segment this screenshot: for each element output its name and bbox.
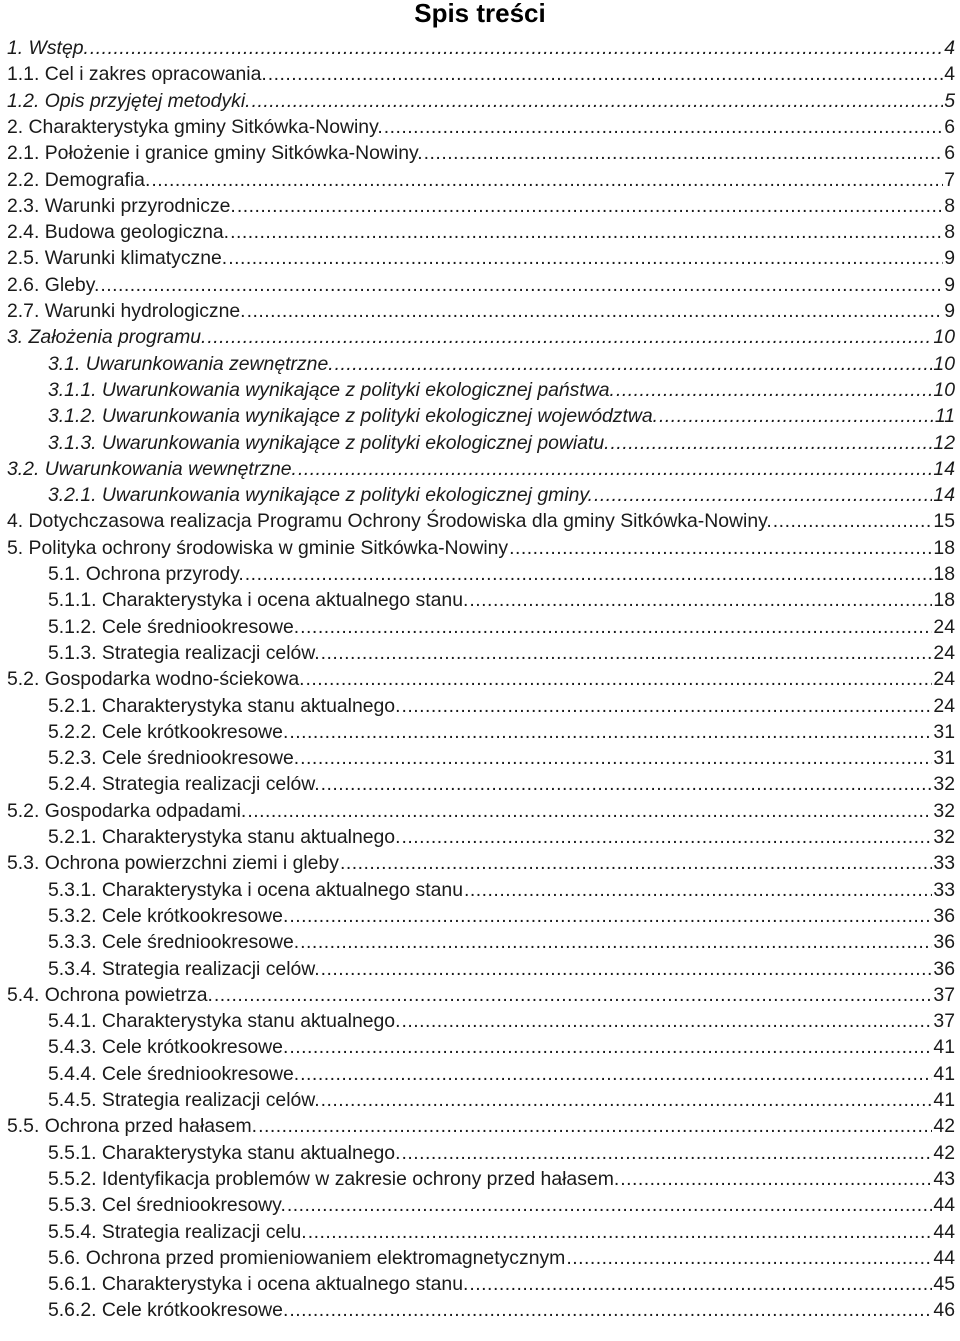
toc-entry[interactable] (7, 298, 955, 324)
toc-entry[interactable] (48, 482, 955, 508)
toc-entry[interactable] (7, 535, 955, 561)
toc-leader-dots (321, 1087, 933, 1113)
toc-leader-dots (469, 587, 932, 613)
toc-entry-page-number: 4 (944, 37, 955, 59)
toc-entry-page-number: 14 (933, 457, 955, 480)
toc-entry-page-number: 9 (944, 247, 955, 270)
toc-leader-dots (289, 903, 932, 929)
toc-entry[interactable] (48, 351, 955, 377)
toc-entry-page-number: 36 (933, 931, 955, 954)
toc-entry[interactable] (48, 929, 955, 955)
toc-leader-dots (659, 403, 934, 429)
toc-entry-title: 5.2. Gospodarka odpadami. (7, 799, 247, 822)
toc-entry-title: 5.4.1. Charakterystyka stanu aktualnego. (48, 1010, 401, 1033)
toc-entry-title: 5.4.3. Cele krótkookresowe. (48, 1036, 289, 1059)
toc-leader-dots (300, 929, 932, 955)
toc-leader-dots (340, 850, 932, 876)
toc-entry-title: 5.1. Ochrona przyrody. (48, 563, 244, 585)
toc-entry[interactable] (7, 140, 955, 166)
toc-entry-page-number: 8 (944, 194, 955, 217)
toc-entry-title: 5.5. Ochrona przed hałasem. (7, 1115, 258, 1138)
toc-entry-page-number: 9 (944, 300, 955, 322)
toc-entry-title: 1.2. Opis przyjętej metodyki. (7, 89, 251, 112)
toc-entry-page-number: 41 (933, 1089, 955, 1111)
toc-entry[interactable] (7, 324, 955, 350)
toc-entry-page-number: 32 (933, 826, 955, 848)
toc-entry-title: 5.2.1. Charakterystyka stanu aktualnego. (48, 694, 401, 717)
toc-leader-dots (230, 219, 943, 245)
toc-entry-title: 5.3.1. Charakterystyka i ocena aktualnego stanu (48, 878, 463, 901)
toc-entry[interactable] (7, 35, 955, 61)
toc-entry[interactable] (48, 1245, 955, 1271)
toc-entry-page-number: 46 (933, 1299, 955, 1322)
toc-entry-page-number: 5 (944, 89, 955, 112)
toc-entry-title: 5.6.2. Cele krótkookresowe. (48, 1299, 289, 1322)
toc-entry-title: 5.3.2. Cele krótkookresowe. (48, 904, 289, 927)
toc-leader-dots (245, 561, 933, 587)
toc-leader-dots (252, 88, 944, 114)
toc-entry-title: 2.1. Położenie i granice gminy Sitkówka-Nowiny. (7, 142, 423, 165)
toc-entry[interactable] (48, 1034, 955, 1060)
toc-leader-dots (298, 456, 932, 482)
toc-entry-page-number: 44 (933, 1246, 955, 1269)
toc-entry-title: 2. Charakterystyka gminy Sitkówka-Nowiny. (7, 115, 383, 138)
toc-leader-dots (566, 1245, 932, 1271)
toc-leader-dots (773, 508, 933, 534)
toc-entry-title: 5.2.2. Cele krótkookresowe. (48, 720, 289, 743)
toc-entry-title: 5. Polityka ochrony środowiska w gminie Sitkówka-Nowiny (7, 536, 509, 559)
toc-entry-page-number: 10 (933, 378, 955, 401)
toc-entry-page-number: 31 (933, 747, 955, 770)
toc-entry-title: 2.5. Warunki klimatyczne. (7, 247, 228, 270)
toc-entry-page-number: 42 (933, 1141, 955, 1164)
toc-entry-page-number: 12 (933, 431, 955, 454)
toc-entry[interactable] (48, 1219, 955, 1245)
toc-leader-dots (300, 614, 932, 640)
toc-leader-dots (237, 193, 943, 219)
toc-entry[interactable] (48, 1008, 955, 1034)
toc-leader-dots (300, 745, 932, 771)
toc-entry[interactable] (7, 61, 955, 87)
toc-entry[interactable] (48, 903, 955, 929)
toc-entry[interactable] (7, 272, 955, 298)
toc-entry-page-number: 32 (933, 799, 955, 822)
toc-entry-title: 5.5.3. Cel średniookresowy. (48, 1194, 286, 1217)
toc-leader-dots (287, 1192, 933, 1218)
toc-entry-title: 3.1. Uwarunkowania zewnętrzne. (48, 352, 334, 375)
toc-entry-page-number: 10 (933, 352, 955, 375)
toc-entry[interactable] (48, 561, 955, 587)
toc-entry-title: 5.2.1. Charakterystyka stanu aktualnego. (48, 826, 401, 848)
toc-leader-dots (247, 298, 944, 324)
toc-entry-page-number: 44 (933, 1194, 955, 1217)
toc-entry-page-number: 44 (933, 1220, 955, 1243)
toc-entry[interactable] (48, 824, 955, 850)
toc-entry-page-number: 15 (933, 510, 955, 533)
toc-entry[interactable] (48, 377, 955, 403)
toc-entry[interactable] (7, 982, 955, 1008)
toc-entry-title: 5.5.2. Identyfikacja problemów w zakresie ochrony przed hałasem. (48, 1167, 620, 1190)
toc-entry-title: 5.4.4. Cele średniookresowe. (48, 1062, 300, 1085)
toc-entry-title: 5.2.3. Cele średniookresowe. (48, 747, 300, 770)
toc-entry[interactable] (48, 719, 955, 745)
toc-leader-dots (289, 719, 932, 745)
toc-entry[interactable] (48, 1087, 955, 1113)
toc-entry-title: 5.4. Ochrona powietrza. (7, 983, 213, 1006)
toc-entry-title: 5.5.1. Charakterystyka stanu aktualnego. (48, 1141, 401, 1164)
toc-entry-page-number: 36 (933, 904, 955, 927)
toc-entry-title: 5.1.3. Strategia realizacji celów. (48, 641, 320, 664)
toc-leader-dots (258, 1113, 932, 1139)
toc-entry[interactable] (48, 1271, 955, 1297)
toc-leader-dots (401, 1008, 932, 1034)
toc-entry[interactable] (7, 456, 955, 482)
toc-entry-title: 2.6. Gleby. (7, 273, 100, 296)
toc-entry-page-number: 18 (933, 589, 955, 612)
toc-entry-title: 3.1.2. Uwarunkowania wynikające z polityki ekologicznej województwa. (48, 405, 659, 428)
toc-entry-page-number: 24 (933, 641, 955, 664)
toc-entry-title: 5.2. Gospodarka wodno-ściekowa. (7, 668, 305, 691)
toc-leader-dots (247, 798, 932, 824)
toc-entry-page-number: 10 (933, 326, 955, 349)
toc-leader-dots (228, 245, 943, 271)
toc-leader-dots (321, 640, 933, 666)
toc-entry[interactable] (48, 745, 955, 771)
toc-entry-title: 5.3.3. Cele średniookresowe. (48, 931, 300, 954)
toc-leader-dots (100, 272, 943, 298)
toc-entry[interactable] (48, 877, 955, 903)
toc-leader-dots (321, 956, 933, 982)
toc-entry-page-number: 33 (933, 878, 955, 901)
toc-entry-page-number: 36 (933, 957, 955, 980)
toc-entry[interactable] (48, 403, 955, 429)
toc-entry[interactable] (48, 771, 955, 797)
toc-entry[interactable] (7, 798, 955, 824)
toc-entry-page-number: 14 (933, 484, 955, 507)
toc-entry-page-number: 41 (933, 1036, 955, 1059)
toc-entry-title: 2.2. Demografia. (7, 168, 151, 191)
toc-entry-page-number: 8 (944, 221, 955, 244)
toc-leader-dots (151, 167, 943, 193)
toc-entry-title: 1.1. Cel i zakres opracowania. (7, 63, 267, 86)
toc-entry[interactable] (48, 1192, 955, 1218)
toc-leader-dots (306, 666, 933, 692)
toc-entry-page-number: 31 (933, 720, 955, 743)
toc-entry-title: 1. Wstęp. (7, 37, 89, 59)
toc-entry-page-number: 37 (933, 1010, 955, 1033)
toc-entry[interactable] (48, 640, 955, 666)
toc-entry[interactable] (7, 88, 955, 114)
toc-entry-page-number: 41 (933, 1062, 955, 1085)
toc-leader-dots (401, 693, 932, 719)
toc-entry-title: 5.1.1. Charakterystyka i ocena aktualnego stanu. (48, 589, 469, 612)
toc-entry-title: 5.6. Ochrona przed promieniowaniem elektromagnetycznym (48, 1246, 566, 1269)
toc-entry[interactable] (48, 1140, 955, 1166)
toc-leader-dots (321, 771, 933, 797)
toc-entry-title: 3.2.1. Uwarunkowania wynikające z polityki ekologicznej gminy. (48, 484, 593, 507)
toc-leader-dots (289, 1297, 932, 1323)
page-title: Spis treści (414, 0, 546, 28)
toc-leader-dots (509, 535, 932, 561)
toc-leader-dots (300, 1061, 932, 1087)
toc-entry-title: 5.3. Ochrona powierzchni ziemi i gleby (7, 852, 339, 875)
toc-entry-page-number: 11 (934, 405, 955, 428)
toc-leader-dots (308, 1219, 933, 1245)
toc-entry-page-number: 32 (933, 773, 955, 796)
toc-entry-title: 5.5.4. Strategia realizacji celu. (48, 1220, 307, 1243)
toc-entry[interactable] (7, 850, 955, 876)
toc-leader-dots (384, 114, 943, 140)
toc-entry-page-number: 6 (944, 142, 955, 165)
toc-entry-title: 3.1.3. Uwarunkowania wynikające z polityki ekologicznej powiatu. (48, 431, 610, 454)
toc-entry-title: 5.4.5. Strategia realizacji celów. (48, 1089, 320, 1111)
toc-entry-title: 4. Dotychczasowa realizacja Programu Ochrony Środowiska dla gminy Sitkówka-Nowiny. (7, 510, 772, 533)
toc-entry[interactable] (48, 1061, 955, 1087)
toc-entry-page-number: 18 (933, 536, 955, 559)
toc-entry-title: 2.4. Budowa geologiczna. (7, 221, 230, 244)
toc-leader-dots (464, 877, 932, 903)
toc-leader-dots (401, 1140, 932, 1166)
toc-leader-dots (335, 351, 933, 377)
toc-entry-title: 3.1.1. Uwarunkowania wynikające z polityki ekologicznej państwa. (48, 378, 615, 401)
toc-entry-page-number: 37 (933, 983, 955, 1006)
toc-entry[interactable] (48, 430, 955, 456)
toc-entry-page-number: 33 (933, 852, 955, 875)
toc-entry-title: 3. Założenia programu. (7, 326, 207, 349)
toc-entry-title: 5.3.4. Strategia realizacji celów. (48, 957, 320, 980)
toc-entry[interactable] (7, 219, 955, 245)
toc-leader-dots (90, 35, 943, 61)
toc-entry-page-number: 24 (933, 694, 955, 717)
toc-entry-page-number: 6 (944, 115, 955, 138)
toc-leader-dots (289, 1034, 932, 1060)
toc-entry-page-number: 18 (933, 563, 955, 585)
toc-entry[interactable] (7, 508, 955, 534)
toc-leader-dots (401, 824, 932, 850)
toc-entry-page-number: 9 (944, 273, 955, 296)
toc-entry-title: 5.2.4. Strategia realizacji celów. (48, 773, 320, 796)
toc-entry[interactable] (48, 1297, 955, 1323)
toc-entry[interactable] (48, 587, 955, 613)
toc-leader-dots (268, 61, 943, 87)
toc-entry-page-number: 24 (933, 615, 955, 638)
toc-leader-dots (469, 1271, 932, 1297)
toc-entry[interactable] (48, 1166, 955, 1192)
toc-entry-page-number: 42 (933, 1115, 955, 1138)
toc-entry[interactable] (7, 114, 955, 140)
toc-entry-page-number: 24 (933, 668, 955, 691)
toc-leader-dots (594, 482, 932, 508)
toc-leader-dots (620, 1166, 932, 1192)
toc-entry[interactable] (48, 693, 955, 719)
toc-entry-title: 2.7. Warunki hydrologiczne. (7, 300, 246, 322)
toc-entry-title: 3.2. Uwarunkowania wewnętrzne. (7, 457, 297, 480)
toc-entry[interactable] (7, 193, 955, 219)
toc-entry[interactable] (7, 245, 955, 271)
toc-entry[interactable] (7, 1113, 955, 1139)
toc-entry[interactable] (7, 666, 955, 692)
toc-entry-title: 2.3. Warunki przyrodnicze. (7, 194, 236, 217)
toc-entry[interactable] (48, 614, 955, 640)
toc-leader-dots (611, 430, 933, 456)
toc-leader-dots (214, 982, 933, 1008)
toc-entry-page-number: 45 (933, 1273, 955, 1296)
toc-entry-title: 5.6.1. Charakterystyka i ocena aktualnego stanu. (48, 1273, 469, 1296)
toc-entry-page-number: 4 (944, 63, 955, 86)
toc-entry[interactable] (7, 167, 955, 193)
toc-entry-page-number: 7 (944, 168, 955, 191)
toc-entry-page-number: 43 (933, 1167, 955, 1190)
toc-entry-title: 5.1.2. Cele średniookresowe. (48, 615, 300, 638)
toc-leader-dots (424, 140, 944, 166)
toc-entry[interactable] (48, 956, 955, 982)
toc-leader-dots (616, 377, 932, 403)
toc-leader-dots (207, 324, 932, 350)
